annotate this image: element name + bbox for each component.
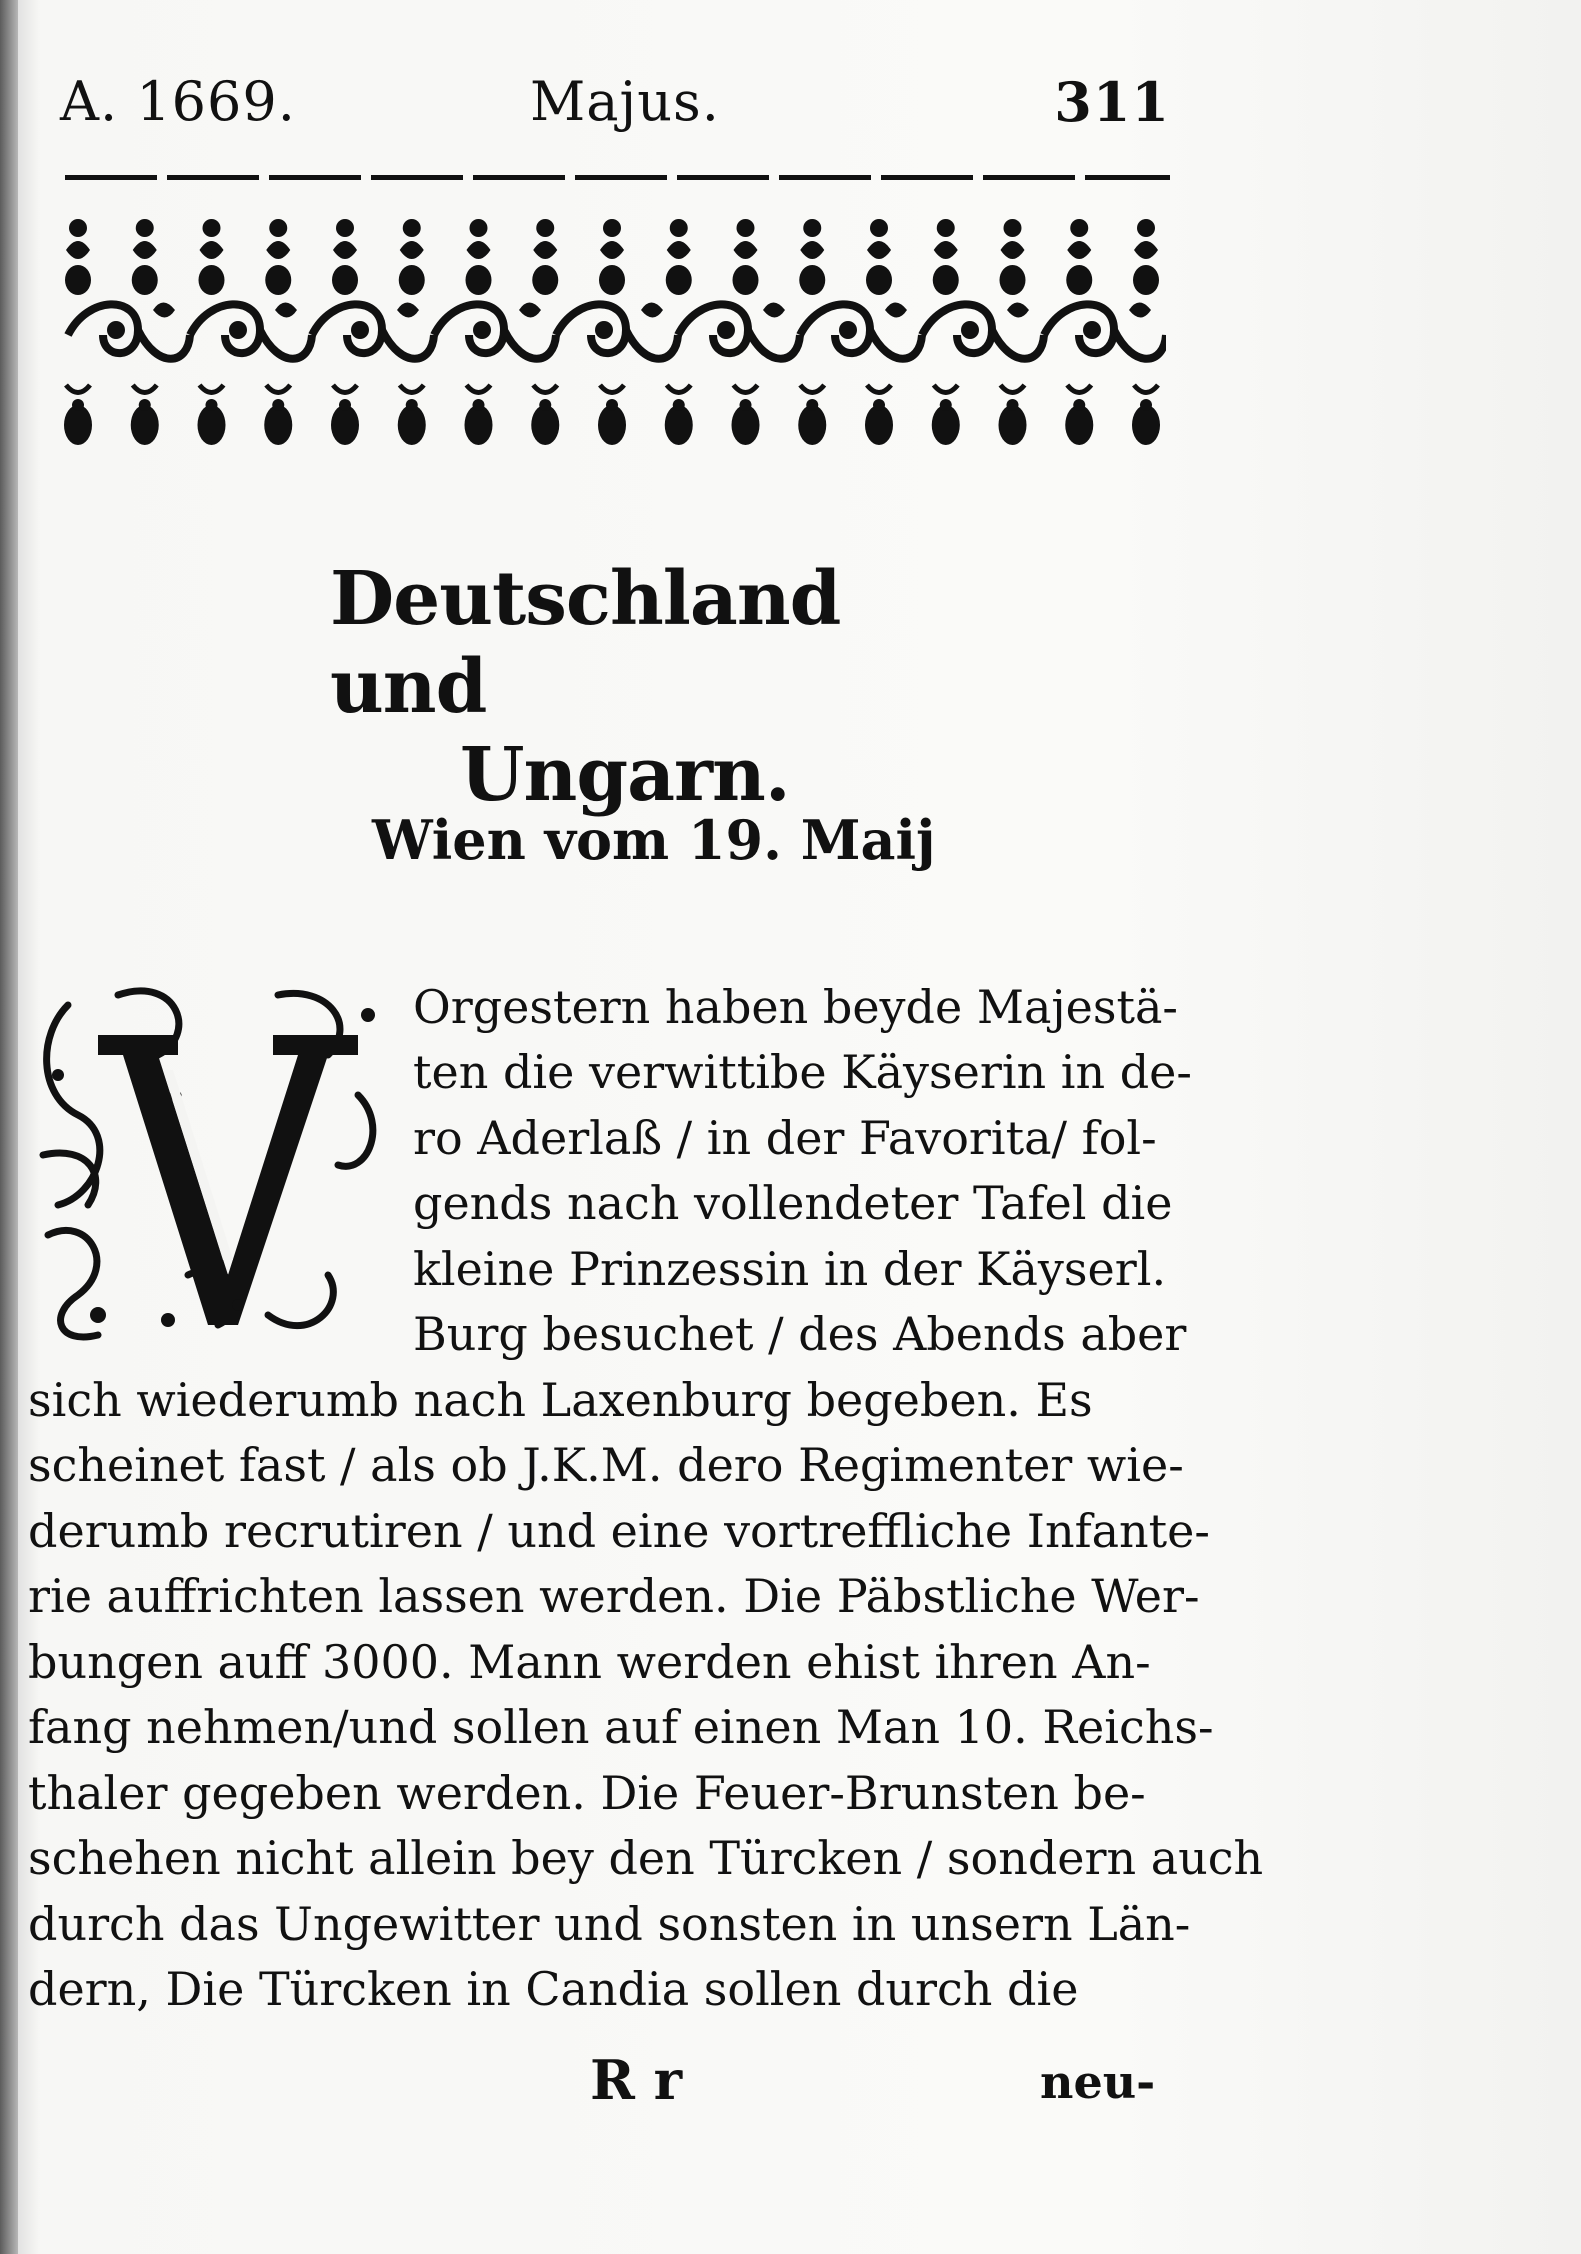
page-number: 311 <box>1054 70 1170 134</box>
body-line: gends nach vollendeter Tafel die <box>413 1176 1173 1230</box>
section-title-line2: Ungarn. <box>460 732 790 818</box>
body-line: scheinet fast / als ob J.K.M. dero Regimenter wie- <box>28 1438 1184 1492</box>
signature-mark: R r <box>590 2048 683 2112</box>
body-line: Orgestern haben beyde Majestä- <box>413 980 1178 1034</box>
running-header <box>60 70 1170 140</box>
body-line: thaler gegeben werden. Die Feuer-Brunsten be- <box>28 1766 1146 1820</box>
body-line: derumb recrutiren / und eine vortreffliche Infante- <box>28 1504 1210 1558</box>
header-year: A. 1669. <box>60 70 296 133</box>
book-spine-shadow <box>0 0 18 2254</box>
body-line: Burg besuchet / des Abends aber <box>413 1307 1187 1361</box>
body-line: rie auffrichten lassen werden. Die Päbstliche Wer- <box>28 1569 1200 1623</box>
header-rule <box>65 175 1170 180</box>
section-title <box>330 555 950 819</box>
body-line: bungen auff 3000. Mann werden ehist ihren An- <box>28 1635 1151 1689</box>
body-line: durch das Ungewitter und sonsten in unsern Län- <box>28 1897 1191 1951</box>
body-line: schehen nicht allein bey den Türcken / sondern auch <box>28 1831 1264 1885</box>
catchword-next-page: neu- <box>1040 2055 1156 2109</box>
section-title-line1: Deutschland und <box>330 556 841 730</box>
header-month: Majus. <box>530 70 720 133</box>
body-line: dern, Die Türcken in Candia sollen durch die <box>28 1962 1079 2016</box>
decorated-initial-v-icon <box>28 975 423 1355</box>
body-line: sich wiederumb nach Laxenburg begeben. Es <box>28 1373 1093 1427</box>
body-line: fang nehmen/und sollen auf einen Man 10. Reichs- <box>28 1700 1214 1754</box>
floral-band-ornament-icon <box>58 210 1166 460</box>
dateline: Wien vom 19. Maij <box>372 808 936 872</box>
body-line: ro Aderlaß / in der Favorita/ fol- <box>413 1111 1157 1165</box>
body-line: kleine Prinzessin in der Käyserl. <box>413 1242 1167 1296</box>
body-line: ten die verwittibe Käyserin in de- <box>413 1045 1192 1099</box>
